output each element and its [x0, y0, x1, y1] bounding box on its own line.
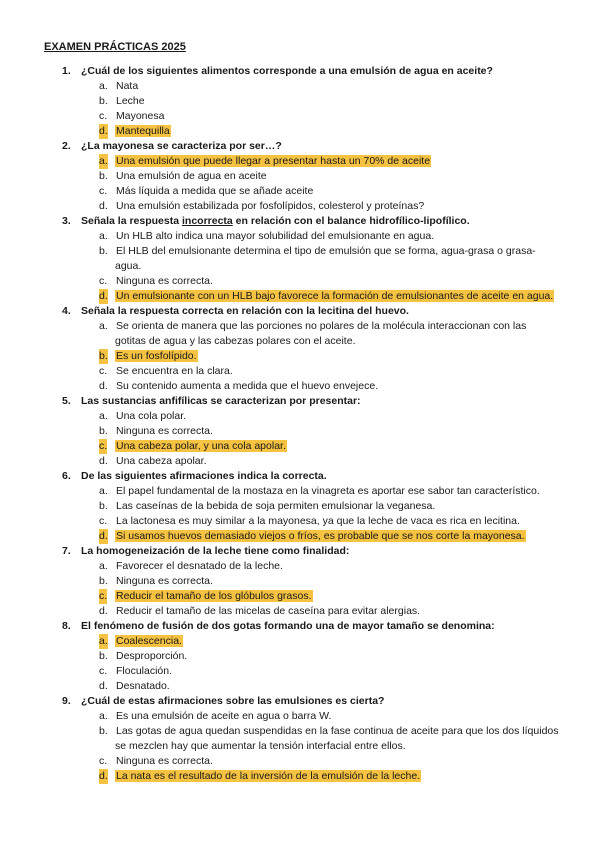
option-text: Nata — [116, 80, 139, 92]
option-text: Una cola polar. — [116, 410, 187, 422]
option-text: Desproporción. — [116, 650, 188, 662]
question-list — [44, 64, 560, 784]
option-text: Un HLB alto indica una mayor solubilidad del emulsionante en agua. — [116, 230, 435, 242]
question-heading — [44, 469, 560, 484]
option-letter: a. — [99, 155, 108, 167]
option-letter: d. — [99, 125, 108, 137]
question-1 — [44, 64, 560, 139]
option-letter: d. — [99, 455, 108, 467]
question-7 — [44, 544, 560, 619]
option — [44, 274, 560, 289]
option-letter: d. — [99, 680, 108, 692]
option-letter: a. — [99, 230, 108, 242]
option-correct-highlighted — [44, 589, 560, 604]
option-letter: a. — [99, 485, 108, 497]
option-letter: d. — [99, 530, 108, 542]
option — [44, 424, 560, 439]
question-text-underlined: incorrecta — [181, 215, 233, 227]
option-correct-highlighted — [44, 124, 560, 139]
option-text: Reducir el tamaño de los glóbulos grasos. — [116, 590, 312, 602]
question-text: ¿La mayonesa se caracteriza por ser…? — [81, 140, 282, 152]
option-correct-highlighted — [44, 769, 560, 784]
option — [44, 409, 560, 424]
option-letter: c. — [99, 755, 108, 767]
option-text: Más líquida a medida que se añade aceite — [116, 185, 314, 197]
question-number: 4. — [62, 305, 71, 317]
option — [44, 754, 560, 769]
option-text: Una cabeza apolar. — [116, 455, 207, 467]
question-heading — [44, 394, 560, 409]
question-6 — [44, 469, 560, 544]
option-correct-highlighted — [44, 289, 560, 304]
option-text: Se orienta de manera que las porciones no polares de la molécula interaccionan con las gotitas de agua y las cabezas polares con el aceite. — [115, 320, 527, 347]
option-letter: d. — [99, 200, 108, 212]
option — [44, 724, 560, 754]
option-text: Desnatado. — [116, 680, 170, 692]
option-correct-highlighted — [44, 349, 560, 364]
option-text: Ninguna es correcta. — [116, 575, 213, 587]
option — [44, 574, 560, 589]
question-number: 1. — [62, 65, 71, 77]
question-text: ¿Cuál de los siguientes alimentos corresponde a una emulsión de agua en aceite? — [81, 65, 493, 77]
question-text: La homogeneización de la leche tiene como finalidad: — [81, 545, 350, 557]
option — [44, 484, 560, 499]
option — [44, 244, 560, 274]
question-heading — [44, 139, 560, 154]
option — [44, 319, 560, 349]
question-text: Las sustancias anfifílicas se caracterizan por presentar: — [81, 395, 361, 407]
option-letter: b. — [99, 170, 108, 182]
question-text: Señala la respuesta correcta en relación con la lecitina del huevo. — [81, 305, 409, 317]
question-number: 6. — [62, 470, 71, 482]
option-letter: b. — [99, 575, 108, 587]
option-text: El papel fundamental de la mostaza en la vinagreta es aportar ese sabor tan característico. — [116, 485, 540, 497]
option-text: Reducir el tamaño de las micelas de caseína para evitar alergias. — [116, 605, 421, 617]
option-letter: b. — [99, 425, 108, 437]
question-number: 5. — [62, 395, 71, 407]
option-text: Las caseínas de la bebida de soja permiten emulsionar la veganesa. — [116, 500, 436, 512]
question-number: 7. — [62, 545, 71, 557]
question-number: 2. — [62, 140, 71, 152]
option-correct-highlighted — [44, 154, 560, 169]
option-text: Leche — [116, 95, 145, 107]
question-5 — [44, 394, 560, 469]
option-letter: c. — [99, 665, 108, 677]
option-text: Su contenido aumenta a medida que el huevo envejece. — [116, 380, 379, 392]
question-text-part: Señala la respuesta — [81, 215, 182, 227]
question-heading — [44, 214, 560, 229]
option-letter: a. — [99, 320, 108, 332]
option-correct-highlighted — [44, 529, 560, 544]
option-letter: c. — [99, 440, 108, 452]
question-2 — [44, 139, 560, 214]
question-9 — [44, 694, 560, 784]
option-text: Mayonesa — [116, 110, 165, 122]
question-text: De las siguientes afirmaciones indica la correcta. — [81, 470, 327, 482]
question-text — [81, 215, 470, 227]
option-list — [44, 229, 560, 304]
question-3 — [44, 214, 560, 304]
option-list — [44, 634, 560, 694]
option-text: Si usamos huevos demasiado viejos o fríos, es probable que se nos corte la mayonesa. — [116, 530, 525, 542]
option-list — [44, 559, 560, 619]
option — [44, 379, 560, 394]
option — [44, 709, 560, 724]
question-heading — [44, 64, 560, 79]
option-letter: c. — [99, 590, 108, 602]
option-text: Ninguna es correcta. — [116, 755, 213, 767]
option-letter: c. — [99, 275, 108, 287]
option-text: Es una emulsión de aceite en agua o barra W. — [116, 710, 332, 722]
option-letter: c. — [99, 515, 108, 527]
option-text: Coalescencia. — [116, 635, 182, 647]
option — [44, 649, 560, 664]
question-heading — [44, 544, 560, 559]
option-letter: a. — [99, 410, 108, 422]
option-correct-highlighted — [44, 634, 560, 649]
option — [44, 514, 560, 529]
option — [44, 604, 560, 619]
option — [44, 499, 560, 514]
option-letter: b. — [99, 725, 108, 737]
option-text: Una emulsión que puede llegar a presentar hasta un 70% de aceite — [116, 155, 431, 167]
option — [44, 169, 560, 184]
option-list — [44, 154, 560, 214]
option-text: La lactonesa es muy similar a la mayonesa, ya que la leche de vaca es rica en lecitina. — [116, 515, 520, 527]
option-text: Las gotas de agua quedan suspendidas en la fase continua de aceite para que los dos líquidos se mezclen hay que aumentar la tensión interfacial entre ellos. — [115, 725, 559, 752]
option-list — [44, 709, 560, 784]
option-letter: d. — [99, 290, 108, 302]
option — [44, 229, 560, 244]
option-letter: d. — [99, 380, 108, 392]
question-text-part: en relación con el balance hidrofílico-lipofílico. — [232, 215, 470, 227]
option — [44, 109, 560, 124]
question-number: 8. — [62, 620, 71, 632]
option-text: El HLB del emulsionante determina el tipo de emulsión que se forma, agua-grasa o grasa-agua. — [115, 245, 536, 272]
option-letter: a. — [99, 710, 108, 722]
option-letter: b. — [99, 245, 108, 257]
option — [44, 199, 560, 214]
option-letter: b. — [99, 500, 108, 512]
question-number: 3. — [62, 215, 71, 227]
option-correct-highlighted — [44, 439, 560, 454]
option-text: Es un fosfolípido. — [116, 350, 197, 362]
option-letter: a. — [99, 560, 108, 572]
option-text: Ninguna es correcta. — [116, 275, 213, 287]
option-letter: c. — [99, 365, 108, 377]
option-text: Una emulsión estabilizada por fosfolípidos, colesterol y proteínas? — [116, 200, 425, 212]
option-list — [44, 484, 560, 544]
option-letter: a. — [99, 80, 108, 92]
option — [44, 184, 560, 199]
option-text: Floculación. — [116, 665, 173, 677]
option — [44, 364, 560, 379]
option-list — [44, 409, 560, 469]
option-text: Una cabeza polar, y una cola apolar. — [116, 440, 286, 452]
option-text: Mantequilla — [116, 125, 170, 137]
option-letter: a. — [99, 635, 108, 647]
option-letter: c. — [99, 185, 108, 197]
question-heading — [44, 619, 560, 634]
option-text: Un emulsionante con un HLB bajo favorece la formación de emulsionantes de aceite en agua. — [116, 290, 554, 302]
option — [44, 454, 560, 469]
question-heading — [44, 304, 560, 319]
question-8 — [44, 619, 560, 694]
option-letter: d. — [99, 605, 108, 617]
option — [44, 94, 560, 109]
option-letter: d. — [99, 770, 108, 782]
question-text: ¿Cuál de estas afirmaciones sobre las emulsiones es cierta? — [81, 695, 385, 707]
option — [44, 664, 560, 679]
option-letter: b. — [99, 95, 108, 107]
question-4 — [44, 304, 560, 394]
option-letter: b. — [99, 350, 108, 362]
option-list — [44, 79, 560, 139]
option-list — [44, 319, 560, 394]
exam-title: EXAMEN PRÁCTICAS 2025 — [44, 41, 186, 53]
option-text: Ninguna es correcta. — [116, 425, 213, 437]
question-heading — [44, 694, 560, 709]
option-text: La nata es el resultado de la inversión de la emulsión de la leche. — [116, 770, 421, 782]
option-text: Favorecer el desnatado de la leche. — [116, 560, 283, 572]
option — [44, 79, 560, 94]
option-letter: c. — [99, 110, 108, 122]
option-text: Se encuentra en la clara. — [116, 365, 233, 377]
option-letter: b. — [99, 650, 108, 662]
option-text: Una emulsión de agua en aceite — [116, 170, 267, 182]
question-text: El fenómeno de fusión de dos gotas formando una de mayor tamaño se denomina: — [81, 620, 495, 632]
question-number: 9. — [62, 695, 71, 707]
option — [44, 679, 560, 694]
option — [44, 559, 560, 574]
